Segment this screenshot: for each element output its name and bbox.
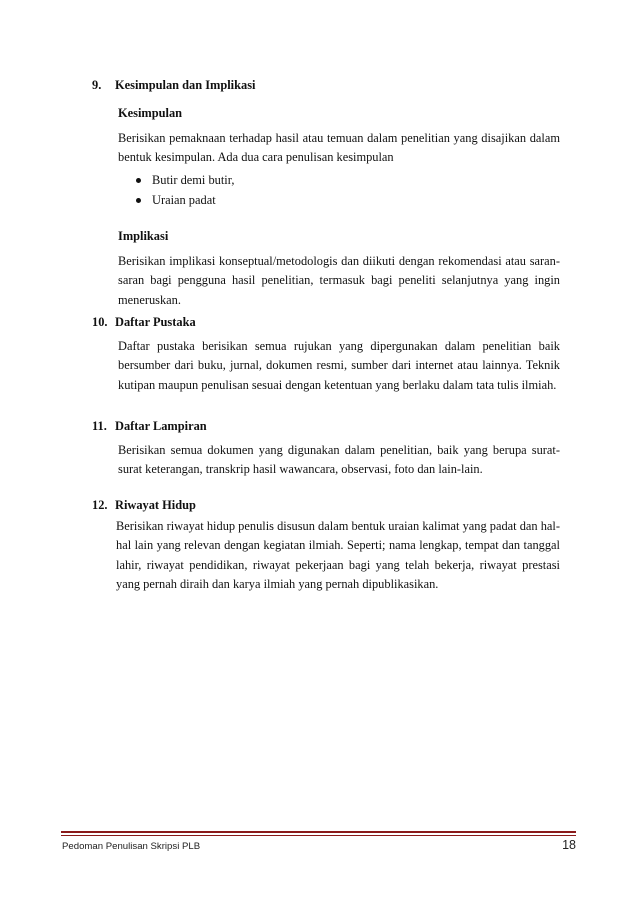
section-heading-daftar-lampiran — [92, 418, 207, 434]
footer-rule-thin — [61, 835, 576, 836]
section-heading-daftar-pustaka — [92, 314, 196, 330]
list-item — [136, 171, 234, 191]
bullet-icon — [136, 178, 141, 183]
bullet-icon — [136, 198, 141, 203]
list-item — [136, 191, 234, 211]
footer-rule-thick — [61, 831, 576, 833]
section-title: Kesimpulan dan Implikasi — [115, 78, 256, 92]
section-title: Daftar Pustaka — [115, 315, 196, 329]
paragraph-daftar-pustaka: Daftar pustaka berisikan semua rujukan yang dipergunakan dalam penelitian baik bersumber dari buku, jurnal, dokumen resmi, sumber dari internet atau lainnya. Teknik kutipan maupun penulisan sesuai dengan ketentuan yang berlaku dalam tata tulis ilmiah. — [118, 339, 560, 392]
footer-document-title: Pedoman Penulisan Skripsi PLB — [62, 841, 201, 852]
section-number: 11. — [92, 419, 107, 433]
subsection-heading-implikasi: Implikasi — [118, 229, 169, 243]
subsection-heading-kesimpulan: Kesimpulan — [118, 106, 183, 120]
section-number: 12. — [92, 498, 108, 512]
paragraph-daftar-lampiran: Berisikan semua dokumen yang digunakan dalam penelitian, baik yang berupa surat-surat keterangan, transkrip hasil wawancara, observasi, foto dan lain-lain. — [118, 443, 560, 477]
section-title: Daftar Lampiran — [115, 419, 207, 433]
paragraph-kesimpulan: Berisikan pemaknaan terhadap hasil atau temuan dalam penelitian yang disajikan dalam bentuk kesimpulan. Ada dua cara penulisan kesimpulan — [118, 131, 560, 165]
bullet-text: Uraian padat — [152, 192, 216, 207]
section-number: 9. — [92, 78, 102, 92]
bullet-text: Butir demi butir, — [152, 173, 235, 187]
paragraph-riwayat-hidup: Berisikan riwayat hidup penulis disusun dalam bentuk uraian kalimat yang padat dan hal-hal lain yang relevan dengan kegiatan ilmiah. Seperti; nama lengkap, tempat dan tanggal lahir, riwayat pendidikan, riwayat pekerjaan bagi yang telah bekerja, riwayat prestasi yang pernah diraih dan karya ilmiah yang pernah dipublikasikan. — [116, 519, 560, 591]
section-heading-riwayat-hidup — [92, 497, 196, 513]
bullet-list-kesimpulan — [136, 171, 234, 210]
section-number: 10. — [92, 315, 108, 329]
section-heading-kesimpulan-implikasi — [92, 77, 255, 93]
section-title: Riwayat Hidup — [115, 498, 196, 512]
footer-page-number: 18 — [562, 838, 576, 852]
paragraph-implikasi: Berisikan implikasi konseptual/metodologis dan diikuti dengan rekomendasi atau saran-saran bagi pengguna hasil penelitian, termasuk bagi peneliti selanjutnya yang ingin meneruskan. — [118, 254, 560, 307]
